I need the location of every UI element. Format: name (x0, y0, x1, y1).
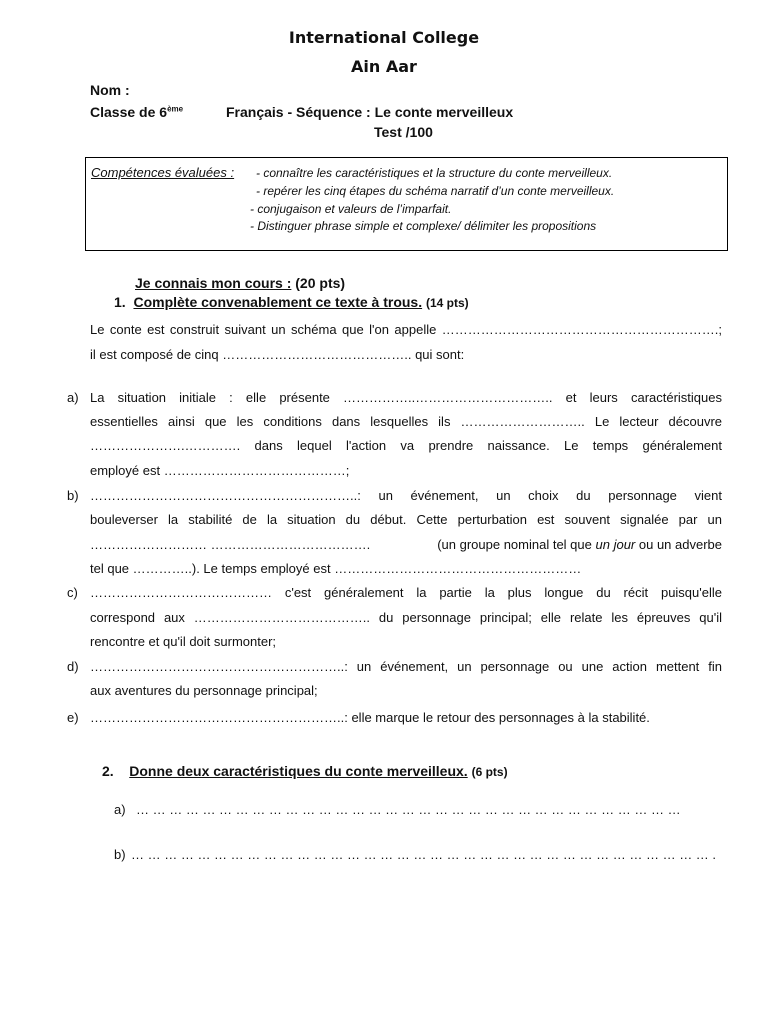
marker-c: c) (67, 585, 78, 600)
marker-e: e) (67, 710, 79, 725)
test-score: Test /100 (374, 124, 433, 140)
text-line: …………………………………… c'est généralement la partie la plus longue du récit puisqu'elle (90, 585, 722, 600)
q1-title: Complète convenablement ce texte à trous. (133, 294, 423, 310)
answer-b-marker: b) (114, 847, 126, 862)
text-line: aux aventures du personnage principal; (90, 683, 318, 698)
competence-item: - connaître les caractéristiques et la structure du conte merveilleux. (256, 166, 613, 180)
text-line: ……………………………………………………..: un événement, un choix du personnage vient (90, 488, 722, 503)
marker-a: a) (67, 390, 79, 405)
q1-points: (14 pts) (426, 296, 469, 310)
text-line: essentielles ainsi que les conditions dans lesquelles ils ……………………….. Le lecteur découvre (90, 414, 722, 429)
text-line: rencontre et qu'il doit surmonter; (90, 634, 277, 649)
competence-item: - conjugaison et valeurs de l’imparfait. (250, 202, 452, 216)
q2-number: 2. (102, 763, 114, 779)
classe-sup: ème (167, 104, 184, 114)
classe-text: Classe de 6 (90, 104, 168, 120)
text-line: employé est ……………………………………; (90, 463, 350, 478)
text-line: il est composé de cinq …………………………………….. qui sont: (90, 347, 465, 362)
q2-points: (6 pts) (471, 765, 508, 779)
q2-heading (102, 763, 508, 779)
text-line: bouleverser la stabilité de la situation du début. Cette perturbation est souvent signalée par un (90, 512, 722, 527)
section1-points: (20 pts) (295, 275, 346, 291)
competence-item: - Distinguer phrase simple et complexe/ délimiter les propositions (250, 219, 597, 233)
text-fragment: ou un adverbe (638, 537, 722, 552)
text-line: tel que …………..). Le temps employé est ………………………………………………… (90, 561, 582, 576)
text-line: ………………….…………. dans lequel l'action va prendre naissance. Le temps généralement (90, 438, 722, 453)
text-line: La situation initiale : elle présente ……………..………………………….. et leurs caractéristiques (90, 390, 722, 405)
answer-b-dots: … … … … … … … … … … … … … … … … … … … … … … … … … … … … … … … … … … … . (131, 847, 717, 862)
competences-label: Compétences évaluées : (91, 165, 235, 180)
marker-b: b) (67, 488, 79, 503)
classe-label (90, 104, 183, 120)
text-fragment-italic: un jour (595, 537, 636, 552)
text-line: …………………………………………………..: un événement, un personnage ou une action mettent fin (90, 659, 722, 674)
college-title: International College (288, 28, 480, 47)
answer-a-dots: … … … … … … … … … … … … … … … … … … … … … … … … … … … … … … … … … (136, 802, 681, 817)
q1-heading (114, 294, 469, 310)
text-line: correspond aux ………………………………….. du personnage principal; elle relate les épreuves qu'il (90, 610, 722, 625)
text-line: Le conte est construit suivant un schéma que l'on appelle ……………………………………………………….; (90, 322, 722, 337)
q1-number: 1. (114, 294, 126, 310)
text-fragment: (un groupe nominal tel que (437, 537, 592, 552)
competence-item: - repérer les cinq étapes du schéma narratif d’un conte merveilleux. (256, 184, 615, 198)
nom-label: Nom : (90, 82, 130, 98)
text-line-mixed (90, 537, 722, 553)
text-line: …………………………………………………..: elle marque le retour des personnages à la stabilité. (90, 710, 650, 725)
answer-a-marker: a) (114, 802, 126, 817)
section1-title: Je connais mon cours : (135, 275, 292, 291)
college-location: Ain Aar (351, 57, 417, 76)
section1-heading (135, 275, 345, 291)
subject-line: Français - Séquence : Le conte merveilleux (226, 104, 514, 120)
text-fragment (437, 537, 722, 553)
marker-d: d) (67, 659, 79, 674)
text-fragment: ……………………… ………………………………. (90, 537, 371, 552)
q2-title: Donne deux caractéristiques du conte merveilleux. (129, 763, 468, 779)
